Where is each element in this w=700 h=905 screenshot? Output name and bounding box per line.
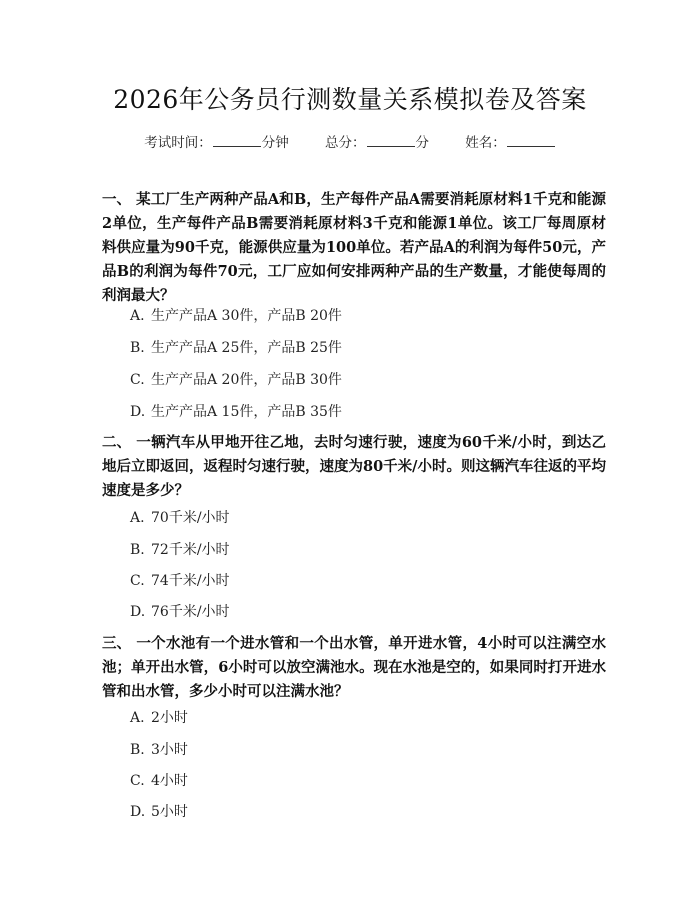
exam-meta xyxy=(0,131,700,151)
option-text: 72千米/小时 xyxy=(151,542,230,558)
q1-option-b xyxy=(130,337,342,357)
option-label: A. xyxy=(130,510,145,526)
q2-option-a xyxy=(130,507,230,527)
time-unit: 分钟 xyxy=(261,135,289,151)
option-text: 74千米/小时 xyxy=(151,573,230,589)
option-label: D. xyxy=(130,604,146,620)
option-text: 4小时 xyxy=(151,773,188,789)
option-text: 5小时 xyxy=(151,804,188,820)
q3-option-d xyxy=(130,801,188,821)
question-text: 一个水池有一个进水管和一个出水管，单开进水管，4小时可以注满空水池；单开出水管，6小时可以放空满池水。现在水池是空的，如果同时打开进水管和出水管，多少小时可以注满水池？ xyxy=(102,635,606,700)
q2-option-c xyxy=(130,570,230,590)
option-label: B. xyxy=(130,542,145,558)
q3-option-b xyxy=(130,739,188,759)
question-text: 一辆汽车从甲地开往乙地，去时匀速行驶，速度为60千米/小时，到达乙地后立即返回，返程时匀速行驶，速度为80千米/小时。则这辆汽车往返的平均速度是多少？ xyxy=(102,434,606,499)
exam-time xyxy=(144,135,293,151)
option-text: 生产产品A 15件，产品B 35件 xyxy=(151,404,342,420)
option-label: D. xyxy=(130,804,146,820)
option-label: C. xyxy=(130,573,145,589)
q1-option-d xyxy=(130,401,342,421)
name-blank xyxy=(507,134,555,147)
question-text: 某工厂生产两种产品A和B，生产每件产品A需要消耗原材料1千克和能源2单位，生产每件产品B需要消耗原材料3千克和能源1单位。该工厂每周原材料供应量为90千克，能源供应量为100单位。若产品A的利润为每件50元，产品B的利润为每件70元，工厂应如何安排两种产品的生产数量，才能使每周的利润最大？ xyxy=(102,191,606,304)
option-text: 生产产品A 20件，产品B 30件 xyxy=(151,372,342,388)
option-label: D. xyxy=(130,404,146,420)
total-score xyxy=(325,135,433,151)
option-label: A. xyxy=(130,308,145,324)
option-text: 76千米/小时 xyxy=(151,604,230,620)
option-text: 2小时 xyxy=(151,710,188,726)
question-number: 一、 xyxy=(102,191,131,208)
option-label: C. xyxy=(130,773,145,789)
score-unit: 分 xyxy=(415,135,429,151)
q1-option-c xyxy=(130,369,342,389)
student-name xyxy=(465,135,556,151)
q1-option-a xyxy=(130,305,342,325)
q2-option-d xyxy=(130,601,230,621)
option-label: A. xyxy=(130,710,145,726)
option-text: 生产产品A 30件，产品B 20件 xyxy=(151,308,342,324)
name-label: 姓名： xyxy=(465,135,506,151)
q3-option-a xyxy=(130,707,188,727)
time-blank xyxy=(213,134,261,147)
option-label: C. xyxy=(130,372,145,388)
option-text: 70千米/小时 xyxy=(151,510,230,526)
score-label: 总分： xyxy=(325,135,366,151)
score-blank xyxy=(367,134,415,147)
question-2 xyxy=(102,431,606,503)
page-title: 2026年公务员行测数量关系模拟卷及答案 xyxy=(113,85,587,114)
option-text: 3小时 xyxy=(151,742,188,758)
option-label: B. xyxy=(130,742,145,758)
option-label: B. xyxy=(130,340,145,356)
q3-option-c xyxy=(130,770,188,790)
question-3 xyxy=(102,632,606,704)
question-number: 二、 xyxy=(102,434,131,451)
question-1 xyxy=(102,188,606,308)
option-text: 生产产品A 25件，产品B 25件 xyxy=(151,340,342,356)
q2-option-b xyxy=(130,539,230,559)
question-number: 三、 xyxy=(102,635,131,652)
time-label: 考试时间： xyxy=(144,135,212,151)
